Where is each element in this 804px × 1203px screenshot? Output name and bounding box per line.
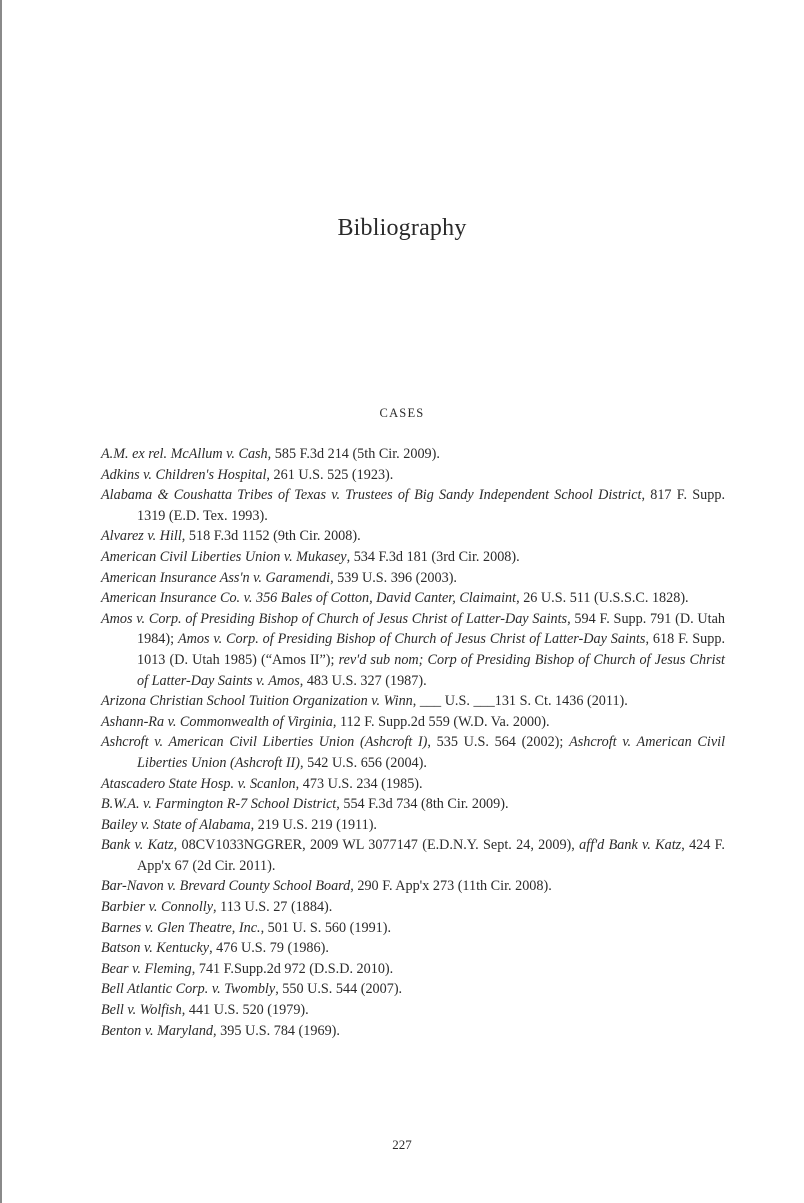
- citation-text: , 539 U.S. 396 (2003).: [330, 569, 457, 586]
- case-name: A.M. ex rel. McAllum v. Cash: [101, 446, 268, 462]
- citation-text: , 594 F. Supp. 791 (D. Utah 1984);: [137, 610, 725, 648]
- case-name: Alvarez v. Hill: [101, 528, 182, 545]
- case-name: Amos v. Corp. of Presiding Bishop of Church of Jesus Christ of Latter-Day Saints: [101, 610, 568, 627]
- citation-text: , 395 U.S. 784 (1969).: [213, 1022, 340, 1039]
- citation-text: , 501 U. S. 560 (1991).: [260, 919, 392, 936]
- bibliography-entry: [101, 712, 725, 733]
- case-name: Amos v. Corp. of Presiding Bishop of Church of Jesus Christ of Latter-Day Saints: [177, 631, 646, 648]
- case-name: Alabama & Coushatta Tribes of Texas v. Trustees of Big Sandy Independent School District: [101, 487, 642, 504]
- citation-text: , 550 U.S. 544 (2007).: [275, 981, 403, 998]
- case-name: B.W.A. v. Farmington R-7 School District: [101, 796, 337, 813]
- bibliography-entry: [101, 959, 725, 980]
- bibliography-entry: [101, 444, 725, 465]
- citation-text: , 483 U.S. 327 (1987).: [299, 672, 427, 689]
- case-name: Bank v. Katz: [101, 837, 174, 854]
- bibliography-entry: [101, 691, 725, 712]
- citation-text: , 554 F.3d 734 (8th Cir. 2009).: [336, 796, 509, 813]
- case-name: Ashcroft v. American Civil Liberties Union (Ashcroft II): [137, 734, 726, 771]
- bibliography-list: [101, 444, 725, 1041]
- citation-text: , 219 U.S. 219 (1911).: [250, 816, 377, 833]
- case-name: American Civil Liberties Union v. Mukasey: [101, 548, 347, 565]
- bibliography-entry: [101, 732, 725, 773]
- case-name: Bear v. Fleming: [101, 960, 192, 977]
- bibliography-entry: [101, 485, 725, 526]
- bibliography-entry: [101, 897, 725, 918]
- page-number: 227: [392, 1137, 412, 1152]
- bibliography-entry: [101, 1000, 725, 1021]
- citation-text: , 26 U.S. 511 (U.S.S.C. 1828).: [516, 590, 689, 607]
- case-name: American Insurance Co. v. 356 Bales of Cotton, David Canter, Claimaint: [101, 590, 517, 607]
- case-name: Atascadero State Hosp. v. Scanlon: [101, 775, 296, 792]
- bibliography-entry: [101, 568, 725, 589]
- bibliography-entry: [101, 526, 725, 547]
- citation-text: , 618 F. Supp. 1013 (D. Utah 1985) (“Amos II”);: [137, 631, 725, 668]
- citation-text: , 441 U.S. 520 (1979).: [181, 1002, 309, 1019]
- citation-text: , 542 U.S. 656 (2004).: [300, 754, 427, 771]
- citation-text: , 518 F.3d 1152 (9th Cir. 2008).: [181, 528, 361, 545]
- case-name: Ashcroft v. American Civil Liberties Union (Ashcroft I): [101, 734, 428, 751]
- citation-text: , 473 U.S. 234 (1985).: [295, 775, 423, 792]
- case-name: Bailey v. State of Alabama: [101, 816, 251, 833]
- case-name: Bell Atlantic Corp. v. Twombly: [101, 981, 276, 998]
- case-name: Benton v. Maryland: [101, 1022, 214, 1039]
- citation-text: , 290 F. App'x 273 (11th Cir. 2008).: [350, 878, 552, 895]
- bibliography-entry: [101, 979, 725, 1000]
- citation-text: , 534 F.3d 181 (3rd Cir. 2008).: [346, 548, 520, 565]
- case-name: Barnes v. Glen Theatre, Inc.: [101, 919, 261, 936]
- bibliography-entry: [101, 835, 725, 876]
- citation-text: , 585 F.3d 214 (5th Cir. 2009).: [267, 446, 440, 462]
- page-title: Bibliography: [337, 215, 467, 241]
- citation-text: , 113 U.S. 27 (1884).: [213, 899, 333, 916]
- citation-text: , 112 F. Supp.2d 559 (W.D. Va. 2000).: [332, 713, 550, 730]
- case-name: Barbier v. Connolly: [101, 899, 214, 916]
- bibliography-entry: [101, 547, 725, 568]
- bibliography-entry: [101, 465, 725, 486]
- bibliography-entry: [101, 918, 725, 939]
- citation-text: , 08CV1033NGGRER, 2009 WL 3077147 (E.D.N.Y. Sept. 24, 2009),: [173, 837, 580, 854]
- bibliography-entry: [101, 815, 725, 836]
- bibliography-entry: [101, 588, 725, 609]
- citation-text: , 476 U.S. 79 (1986).: [209, 940, 329, 957]
- citation-text: , 535 U.S. 564 (2002);: [427, 734, 570, 751]
- case-name: Bell v. Wolfish: [101, 1002, 182, 1019]
- case-name: rev'd sub nom; Corp of Presiding Bishop of Church of Jesus Christ of Latter-Day Saints v. Amos: [137, 651, 726, 689]
- case-name: Batson v. Kentucky: [101, 940, 210, 957]
- bibliography-entry: [101, 774, 725, 795]
- case-name: Adkins v. Children's Hospital: [101, 466, 267, 483]
- bibliography-entry: [101, 876, 725, 897]
- case-name: aff'd Bank v. Katz: [579, 837, 682, 854]
- citation-text: , ___ U.S. ___131 S. Ct. 1436 (2011).: [412, 693, 628, 710]
- citation-text: , 817 F. Supp. 1319 (E.D. Tex. 1993).: [137, 487, 725, 524]
- section-heading: CASES: [379, 406, 425, 420]
- citation-text: , 424 F. App'x 67 (2d Cir. 2011).: [137, 837, 725, 874]
- citation-text: , 741 F.Supp.2d 972 (D.S.D. 2010).: [191, 960, 394, 977]
- case-name: American Insurance Ass'n v. Garamendi: [101, 569, 331, 586]
- bibliography-entry: [101, 1021, 725, 1042]
- case-name: Ashann-Ra v. Commonwealth of Virginia: [101, 713, 333, 730]
- case-name: Bar-Navon v. Brevard County School Board: [101, 878, 351, 895]
- page-left-edge: [0, 0, 2, 1203]
- citation-text: , 261 U.S. 525 (1923).: [266, 466, 394, 483]
- bibliography-entry: [101, 938, 725, 959]
- bibliography-entry: [101, 609, 725, 691]
- bibliography-entry: [101, 794, 725, 815]
- case-name: Arizona Christian School Tuition Organization v. Winn: [101, 693, 413, 710]
